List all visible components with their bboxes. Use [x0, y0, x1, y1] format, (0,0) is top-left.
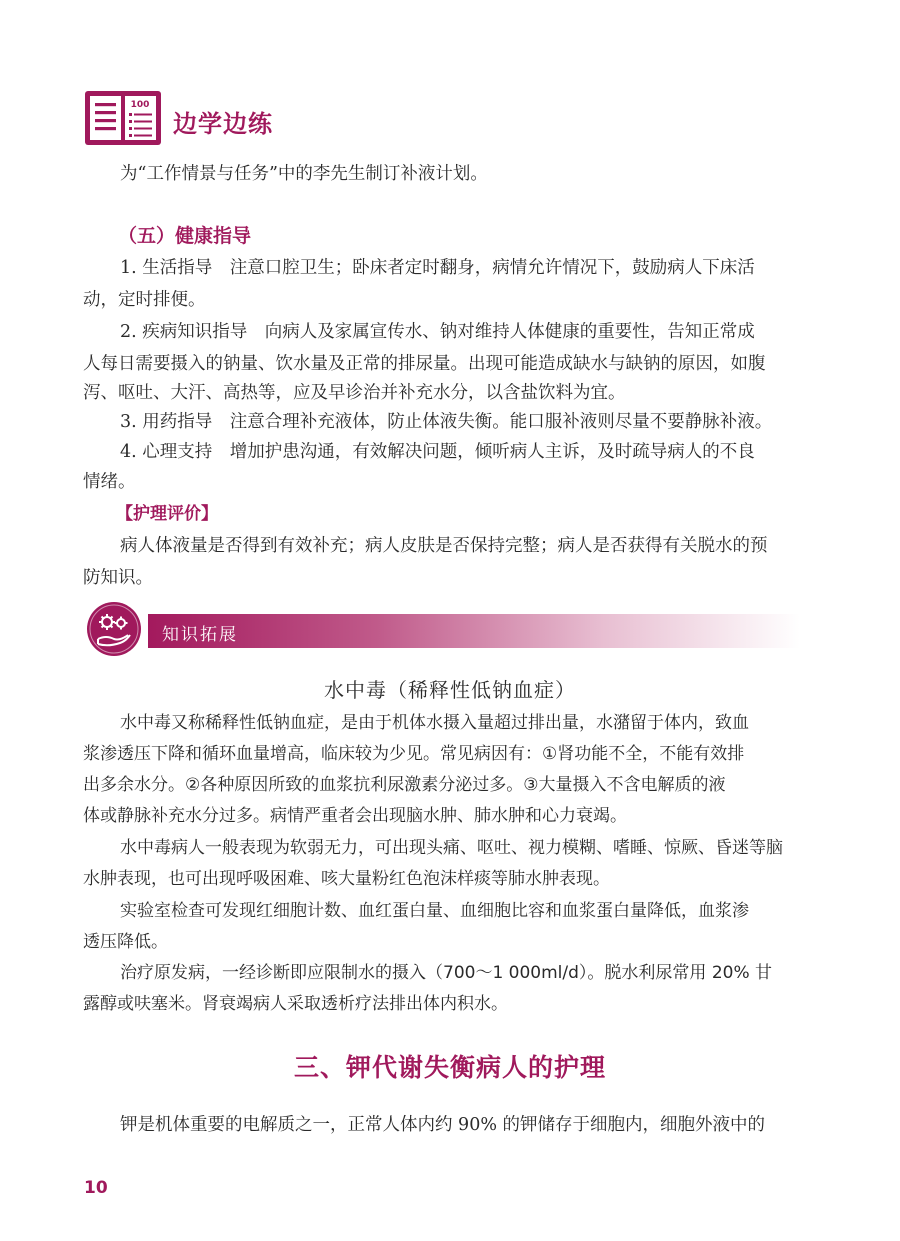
- notebook-checklist-icon: [84, 90, 162, 146]
- ke-para-4-line-2: 露醇或呋塞米。肾衰竭病人采取透析疗法排出体内积水。: [83, 994, 508, 1014]
- evaluation-line-2: 防知识。: [83, 568, 153, 588]
- guidance-item-2-line-1: 2. 疾病知识指导 向病人及家属宣传水、钠对维持人体健康的重要性，告知正常成: [120, 322, 755, 342]
- ke-para-2-line-1: 水中毒病人一般表现为软弱无力，可出现头痛、呕吐、视力模糊、嗜睡、惊厥、昏迷等脑: [120, 838, 783, 858]
- guidance-item-3-line-1: 3. 用药指导 注意合理补充液体，防止体液失衡。能口服补液则尽量不要静脉补液。: [120, 412, 773, 432]
- ke-para-4-line-1: 治疗原发病，一经诊断即应限制水的摄入（700～1 000ml/d）。脱水利尿常用 20% 甘: [120, 963, 773, 983]
- ke-para-3-line-1: 实验室检查可发现红细胞计数、血红蛋白量、血细胞比容和血浆蛋白量降低，血浆渗: [120, 901, 749, 921]
- nursing-evaluation-heading: 【护理评价】: [116, 504, 218, 524]
- knowledge-expansion-banner: [148, 614, 800, 648]
- section-heading: 三、钾代谢失衡病人的护理: [293, 1053, 606, 1082]
- practice-task-text: 为“工作情景与任务”中的李先生制订补液计划。: [120, 164, 488, 184]
- guidance-item-4-line-2: 情绪。: [83, 472, 136, 492]
- guidance-item-1-line-2: 动，定时排便。: [83, 290, 206, 310]
- svg-text:100: 100: [130, 100, 150, 110]
- guidance-item-2-line-2: 人每日需要摄入的钠量、饮水量及正常的排尿量。出现可能造成缺水与缺钠的原因，如腹: [83, 354, 766, 374]
- gears-hand-icon: [86, 601, 142, 657]
- guidance-item-2-line-3: 泻、呕吐、大汗、高热等，应及早诊治并补充水分，以含盐饮料为宜。: [83, 383, 626, 403]
- guidance-item-4-line-1: 4. 心理支持 增加护患沟通，有效解决问题，倾听病人主诉，及时疏导病人的不良: [120, 442, 755, 462]
- page-number: 10: [84, 1178, 108, 1198]
- ke-para-3-line-2: 透压降低。: [83, 932, 168, 952]
- health-guidance-heading: （五）健康指导: [118, 225, 252, 247]
- ke-para-1-line-2: 浆渗透压下降和循环血量增高，临床较为少见。常见病因有：①肾功能不全，不能有效排: [83, 744, 745, 764]
- ke-para-2-line-2: 水肿表现，也可出现呼吸困难、咳大量粉红色泡沫样痰等肺水肿表现。: [83, 869, 610, 889]
- ke-para-1-line-4: 体或静脉补充水分过多。病情严重者会出现脑水肿、肺水肿和心力衰竭。: [83, 806, 627, 826]
- section-intro-line: 钾是机体重要的电解质之一，正常人体内约 90% 的钾储存于细胞内，细胞外液中的: [120, 1115, 766, 1135]
- guidance-item-1-line-1: 1. 生活指导 注意口腔卫生；卧床者定时翻身，病情允许情况下，鼓励病人下床活: [120, 258, 755, 278]
- evaluation-line-1: 病人体液量是否得到有效补充；病人皮肤是否保持完整；病人是否获得有关脱水的预: [120, 536, 768, 556]
- knowledge-expansion-title: 水中毒（稀释性低钠血症）: [324, 678, 576, 702]
- knowledge-expansion-label: 知识拓展: [162, 625, 238, 645]
- practice-title: 边学边练: [173, 110, 273, 138]
- ke-para-1-line-1: 水中毒又称稀释性低钠血症，是由于机体水摄入量超过排出量，水潴留于体内，致血: [120, 713, 749, 733]
- ke-para-1-line-3: 出多余水分。②各种原因所致的血浆抗利尿激素分泌过多。③大量摄入不含电解质的液: [83, 775, 726, 795]
